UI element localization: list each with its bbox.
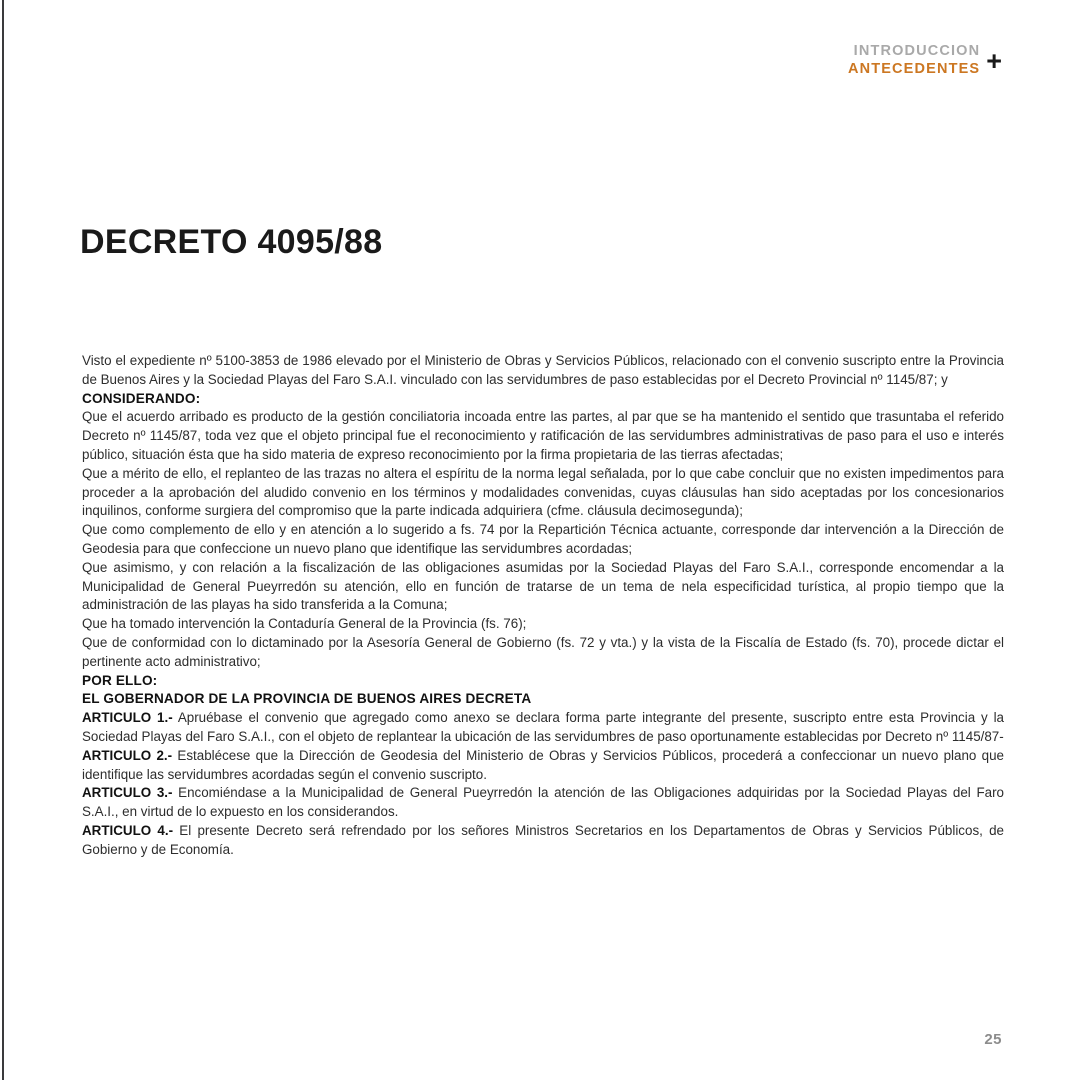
paragraph-visto: Visto el expediente nº 5100-3853 de 1986 elevado por el Ministerio de Obras y Servicios Públicos, relacionado con el convenio suscripto entre la Provincia de Buenos Aires y la Sociedad Playas del Faro S.A.I. vinculado con las servidumbres de paso establecidas por el Decreto Provincial nº 1145/87; y [82,353,1004,387]
paragraph-considerando-3: Que como complemento de ello y en atención a lo sugerido a fs. 74 por la Repartición Técnica actuante, corresponde dar intervención a la Dirección de Geodesia para que confeccione un nuevo plano que identifique las servidumbres acordadas; [82,522,1004,556]
article-1-label: ARTICULO 1.- [82,710,173,726]
page-spine-line [2,0,4,1080]
section-label-antecedentes: ANTECEDENTES [847,60,981,77]
page-title: DECRETO 4095/88 [80,222,383,261]
article-4-label: ARTICULO 4.- [82,822,174,838]
heading-por-ello: POR ELLO: [82,672,158,688]
article-3-text: Encomiéndase a la Municipalidad de General Pueyrredón la atención de las Obligaciones adquiridas por la Sociedad Playas del Faro S.A.I., en virtud de lo expuesto en los considerandos. [82,785,1004,820]
paragraph-considerando-5: Que ha tomado intervención la Contaduría General de la Provincia (fs. 76); [82,616,527,632]
section-header-labels [848,44,980,76]
article-2-label: ARTICULO 2.- [82,747,173,763]
plus-icon: + [986,46,1002,76]
paragraph-considerando-1: Que el acuerdo arribado es producto de la gestión conciliatoria incoada entre las partes, al par que se ha mantenido el sentido que trasuntaba el referido Decreto nº 1145/87, toda vez que el objeto principal fue el reconocimiento y ratificación de las servidumbres administrativas de paso para el uso e interés público, situación ésta que ha sido materia de expreso reconocimiento por la firma propietaria de las tierras afectadas; [82,409,1004,462]
document-body [82,352,1004,860]
heading-considerando: CONSIDERANDO: [82,390,201,406]
article-3 [82,784,1004,822]
article-4-text: El presente Decreto será refrendado por los señores Ministros Secretarios en los Departamentos de Obras y Servicios Públicos, de Gobierno y de Economía. [82,822,1005,857]
page-number: 25 [984,1031,1002,1048]
article-1-text: Apruébase el convenio que agregado como anexo se declara forma parte integrante del presente, suscripto entre esta Provincia y la Sociedad Playas del Faro S.A.I., con el objeto de replantear la ubicación de las servidumbres de paso oportunamente establecidas por Decreto nº 1145/87- [82,710,1005,744]
section-header [848,44,1002,76]
section-label-introduccion: INTRODUCCION [853,43,981,59]
paragraph-considerando-4: Que asimismo, y con relación a la fiscalización de las obligaciones asumidas por la Sociedad Playas del Faro S.A.I., corresponde encomendar a la Municipalidad de General Pueyrredón su atención, ello en función de tratarse de un tema de nela especificidad turística, al propio tiempo que la administración de las playas ha sido transferida a la Comuna; [82,559,1004,613]
paragraph-considerando-6: Que de conformidad con lo dictaminado por la Asesoría General de Gobierno (fs. 72 y vta.) y la vista de la Fiscalía de Estado (fs. 70), procede dictar el pertinente acto administrativo; [82,634,1004,669]
article-2-text: Establécese que la Dirección de Geodesia del Ministerio de Obras y Servicios Públicos, procederá a confeccionar un nuevo plano que identifique las servidumbres acordadas según el convenio suscripto. [82,747,1004,782]
paragraph-considerando-2: Que a mérito de ello, el replanteo de las trazas no altera el espíritu de la norma legal señalada, por lo que cabe concluir que no existen impedimentos para proceder a la aprobación del aludido convenio en los términos y modalidades convenidas, cuyas cláusulas han sido aceptadas por los concesionarios inquilinos, conforme surgiera del compromiso que la parte indicada adquiriera (cfme. cláusula decimosegunda); [82,465,1004,519]
article-4 [82,822,1004,860]
article-1 [82,709,1004,747]
article-3-label: ARTICULO 3.- [82,785,173,801]
article-2 [82,747,1004,785]
heading-decreta: EL GOBERNADOR DE LA PROVINCIA DE BUENOS AIRES DECRETA [82,691,532,707]
